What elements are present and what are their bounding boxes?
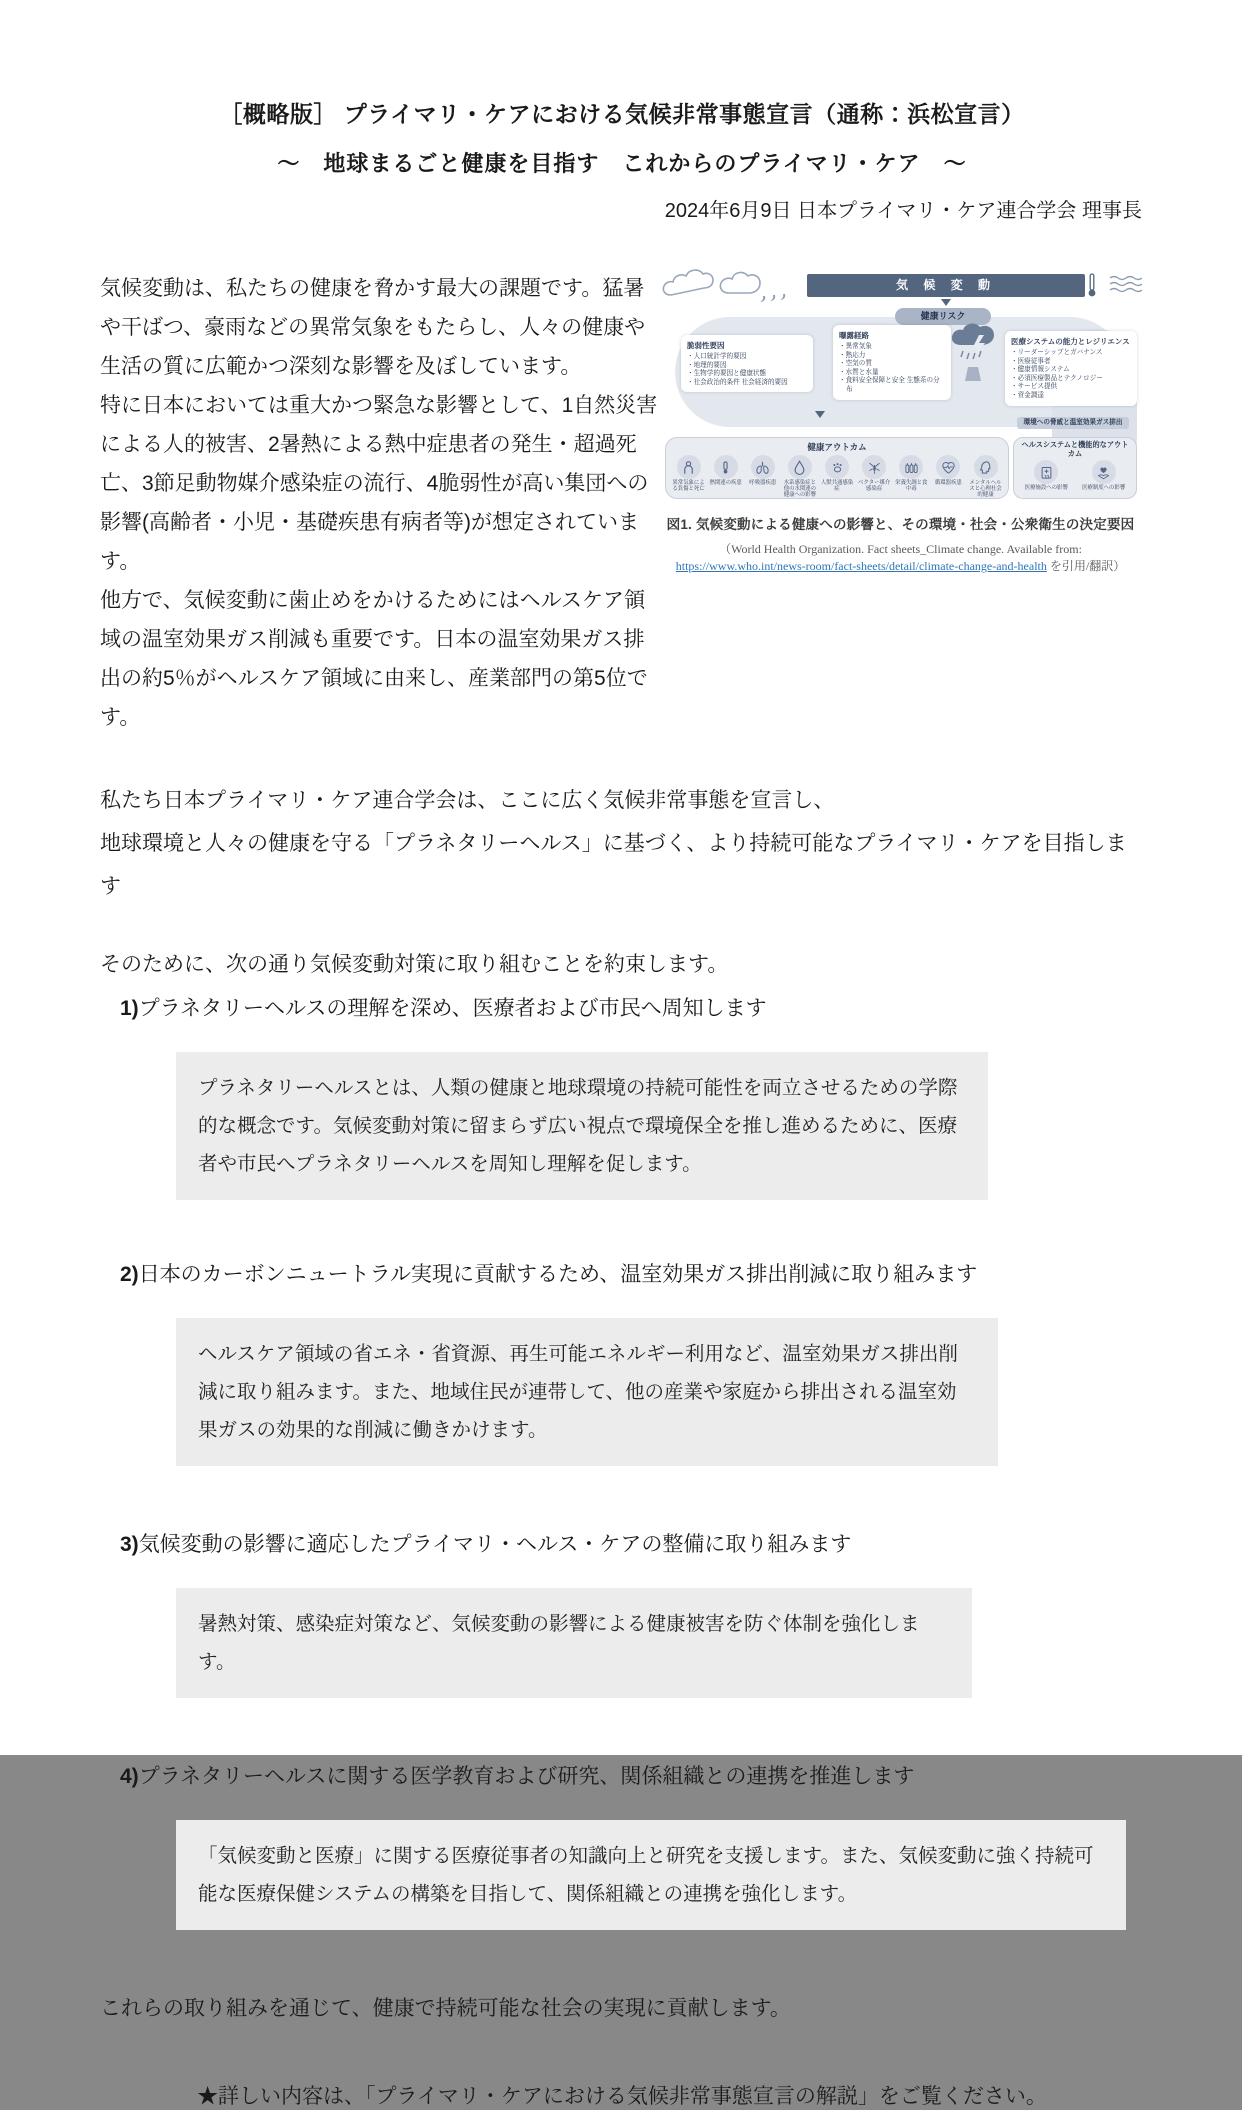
intro-paragraph-1: 気候変動は、私たちの健康を脅かす最大の課題です。猛暑や干ばつ、豪雨などの異常気象をもたらし、人々の健康や生活の質に広範かつ深刻な影響を及ぼしています。 [100,277,646,378]
vulnerability-item: ・ 生物学的要因と健康状態 [687,370,807,379]
byline: 2024年6月9日 日本プライマリ・ケア連合学会 理事長 [664,200,1142,222]
declaration-section [100,779,1144,908]
exposure-item: ・ 食料安全保障と安全 生態系の分布 [839,377,945,394]
pledge-4-heading: 4)プラネタリーヘルスに関する医学教育および研究、関係組織との連携を推進します [120,1765,915,1788]
declaration-line-2: 地球環境と人々の健康を守る「プラネタリーヘルス」に基づく、より持続可能なプライマリ・ケアを目指します [100,832,1127,898]
exposure-item: ・ 空気の質 [839,360,945,369]
health-outcomes-box [665,437,1009,499]
declaration-line-1: 私たち日本プライマリ・ケア連合学会は、ここに広く気候非常事態を宣言し、 [100,789,835,812]
exposure-item: ・ 水質と水量 [839,369,945,378]
pledge-1-detail: プラネタリーヘルスとは、人類の健康と地球環境の持続可能性を両立させるための学際的な概念です。気候変動対策に留まらず広い視点で環境保全を推し進めるために、医療者や市民へプラネタリーヘルスを周知し理解を促します。 [176,1052,988,1200]
system-outcome-item: 医療施設への影響 [1021,460,1071,491]
outcome-item: 呼吸器疾患 [744,455,781,499]
health-outcomes-title: 健康アウトカム [807,442,867,452]
lungs-icon [751,455,775,479]
health-system-box [1005,331,1137,406]
mosquito-icon [862,455,886,479]
health-system-title: 医療システムの能力とレジリエンス [1011,337,1130,346]
exposure-item: ・ 異常気象 [839,343,945,352]
closing-line: これらの取り組みを通じて、健康で持続可能な社会の実現に貢献します。 [100,1997,791,2020]
hospital-building-icon [1034,460,1058,484]
figure-citation [657,541,1144,575]
outcome-item: ベクター媒介感染症 [856,455,893,499]
page-subtitle: ～ 地球まるごと健康を目指す これからのプライマリ・ケア ～ [277,151,967,176]
page-title: ［概略版］ プライマリ・ケアにおける気候非常事態宣言（通称：浜松宣言） [219,101,1025,127]
pledge-2-detail: ヘルスケア領域の省エネ・省資源、再生可能エネルギー利用など、温室効果ガス排出削減に取り組みます。また、地域住民が連帯して、他の産業や家庭から排出される温室効果ガスの効果的な削減に働きかけます。 [176,1318,998,1466]
citation-link[interactable]: https://www.who.int/news-room/fact-sheets/detail/climate-change-and-health [675,559,1047,573]
outcome-item: 循環器疾患 [930,455,967,499]
arrow-to-outcomes [815,411,825,418]
system-outcome-item: 医療制度への影響 [1079,460,1129,491]
heart-pulse-icon [936,455,960,479]
system-outcomes-box [1013,437,1137,499]
pledge-4-detail: 「気候変動と医療」に関する医療従事者の知識向上と研究を支援します。また、気候変動に強く持続可能な医療保健システムの構築を目指して、関係組織との連携を強化します。 [176,1820,1126,1930]
heat-waves-icon [1100,275,1142,295]
health-system-item: ・ リーダーシップとガバナンス [1011,349,1131,358]
mental-health-icon [974,455,998,479]
who-climate-health-diagram [657,269,1144,499]
health-system-item: ・ 資金調達 [1011,392,1131,401]
intro-text [100,269,660,737]
health-risk-label: 健康リスク [895,308,991,325]
outcome-item: メンタルヘルスと心理社会的健康 [967,455,1004,499]
vulnerability-item: ・ 人口統計学的要因 [687,353,807,362]
health-system-item: ・ 健康情報システム [1011,366,1131,375]
intro-section [100,269,1144,737]
care-hands-icon [1092,460,1116,484]
outcome-item: 栄養失調と食中毒 [893,455,930,499]
exposure-pathways-box [833,325,951,400]
zoonoses-icon [825,455,849,479]
water-droplet-icon [788,455,812,479]
intro-paragraph-3: 他方で、気候変動に歯止めをかけるためにはヘルスケア領域の温室効果ガス削減も重要です。日本の温室効果ガス排出の約5％がヘルスケア領域に由来し、産業部門の第5位です。 [100,589,648,729]
vulnerability-factors-box [681,335,813,392]
heat-illness-icon [714,455,738,479]
pledge-3-heading: 3)気候変動の影響に適応したプライマリ・ヘルス・ケアの整備に取り組みます [120,1533,852,1556]
thermometer-icon [1087,272,1097,298]
injury-death-icon [677,455,701,479]
vulnerability-title: 脆弱性要因 [687,341,725,350]
outcome-item: 異常気象による負傷と死亡 [670,455,707,499]
citation-text: （World Health Organization. Fact sheets_Climate change. Available from: [719,542,1082,556]
pledge-intro: そのために、次の通り気候変動対策に取り組むことを約束します。 [100,953,729,976]
outcome-item: 水系感染症と他の水関連の健康への影響 [781,455,818,499]
outcome-item: 熱関連の疾患 [707,455,744,499]
ghg-emissions-note: 環境への脅威と温室効果ガス排出 [1017,417,1129,429]
clouds-icon [659,269,809,303]
pledge-2-heading: 2)日本のカーボンニュートラル実現に貢献するため、温室効果ガス排出削減に取り組みます [120,1263,978,1286]
health-system-item: ・ 医療従事者 [1011,358,1131,367]
figure-caption: 図1. 気候変動による健康への影響と、その環境・社会・公衆衛生の決定要因 [666,517,1135,532]
exposure-item: ・ 熱応力 [839,352,945,361]
health-system-item: ・ サービス提供 [1011,383,1131,392]
pledge-3-detail: 暑熱対策、感染症対策など、気候変動の影響による健康被害を防ぐ体制を強化します。 [176,1588,972,1698]
climate-change-banner: 気 候 変 動 [807,274,1085,297]
pledge-1-heading: 1)プラネタリーヘルスの理解を深め、医療者および市民へ周知します [120,997,767,1020]
storm-cloud-icon [949,321,1001,387]
malnutrition-icon [899,455,923,479]
intro-paragraph-2: 特に日本においては重大かつ緊急な影響として、1自然災害による人的被害、2暑熱による熱中症患者の発生・超過死亡、3節足動物媒介感染症の流行、4脆弱性が高い集団への影響(高齢者・小児・基礎疾患有病者等)が想定されています。 [100,394,658,573]
exposure-title: 曝露経路 [839,331,869,340]
vulnerability-item: ・ 地理的要因 [687,362,807,371]
vulnerability-item: ・ 社会政治的条件 社会経済的要因 [687,379,807,388]
citation-suffix: を引用/翻訳） [1046,559,1126,573]
health-system-item: ・ 必須医療製品とテクノロジー [1011,375,1131,384]
star-note: ★詳しい内容は、「プライマリ・ケアにおける気候非常事態宣言の解説」をご覧ください。 [197,2085,1047,2108]
system-outcomes-title: ヘルスシステムと機能的なアウトカム [1021,440,1129,458]
outcome-item: 人獣共通感染症 [819,455,856,499]
figure-1 [657,269,1144,737]
arrow-banner-to-risk [941,299,951,306]
